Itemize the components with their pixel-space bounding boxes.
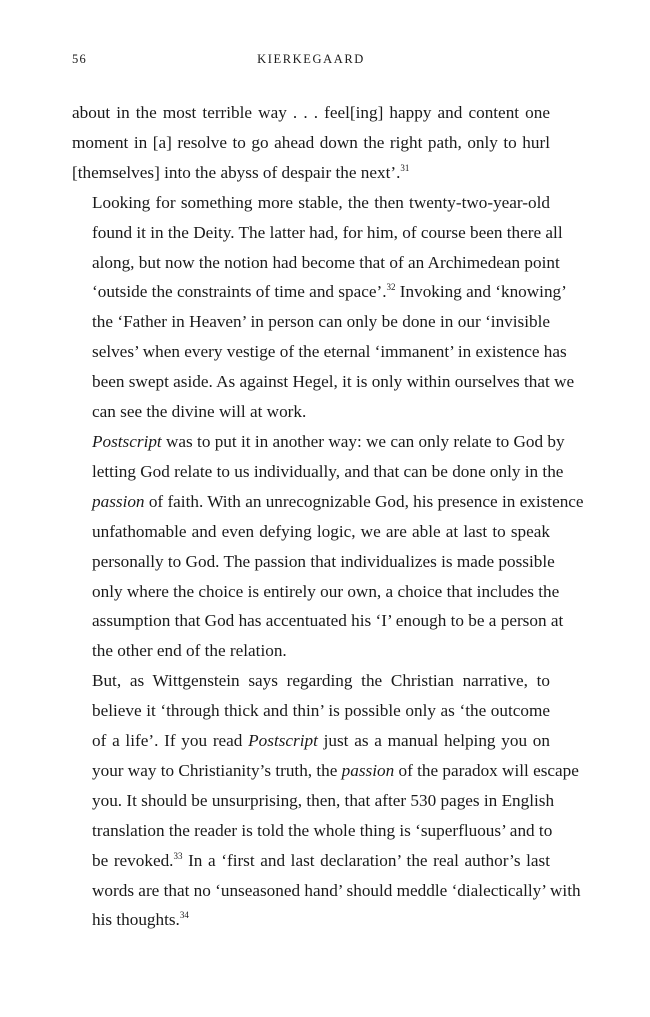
text-line: his thoughts.$^{34}$ xyxy=(92,910,189,930)
text-line: Looking for something more stable, the then twenty-two-year-old xyxy=(92,192,550,212)
running-title: KIERKEGAARD xyxy=(257,52,365,66)
text-line: believe it ‘through thick and thin’ is possible only as ‘the outcome xyxy=(92,701,550,721)
running-head xyxy=(72,52,550,70)
text-line: passion of faith. With an unrecognizable God, his presence in existence xyxy=(92,491,584,511)
footnote-marker: 32 xyxy=(386,282,396,293)
text-line: found it in the Deity. The latter had, for him, of course been there all xyxy=(92,222,563,242)
italic-text: passion xyxy=(341,760,395,780)
text-line: only where the choice is entirely our own, a choice that includes the xyxy=(92,581,560,601)
body-text xyxy=(72,98,584,935)
text-line: you. It should be unsurprising, then, that after 530 pages in English xyxy=(92,790,555,810)
text-line: unfathomable and even defying logic, we are able at last to speak xyxy=(92,521,550,541)
text-line: [themselves] into the abyss of despair the next’.$^{31}$ xyxy=(72,162,410,182)
text-line: assumption that God has accentuated his ‘I’ enough to be a person at xyxy=(92,611,564,631)
paragraph xyxy=(72,188,575,427)
text-line: ‘outside the constraints of time and space’.$^{32}$ Invoking and ‘knowing’ xyxy=(92,282,567,302)
text-line: along, but now the notion had become that of an Archimedean point xyxy=(92,252,560,272)
text-line: the other end of the relation. xyxy=(92,641,287,661)
text-line: But, as Wittgenstein says regarding the Christian narrative, to xyxy=(92,671,550,691)
text-line: of a life’. If you read Postscript just as a manual helping you on xyxy=(92,731,550,751)
paragraph xyxy=(72,666,581,935)
text-line: translation the reader is told the whole thing is ‘superfluous’ and to xyxy=(92,820,553,840)
text-line: selves’ when every vestige of the eternal ‘immanent’ in existence has xyxy=(92,342,567,362)
text-line: been swept aside. As against Hegel, it is only within ourselves that we xyxy=(92,372,575,392)
text-line: Postscript was to put it in another way: we can only relate to God by xyxy=(92,431,565,451)
footnote-marker: 33 xyxy=(173,850,183,861)
text-line: letting God relate to us individually, and that can be done only in the xyxy=(92,461,564,481)
italic-text: Postscript xyxy=(92,431,162,451)
paragraph xyxy=(72,98,550,188)
text-line: the ‘Father in Heaven’ in person can only be done in our ‘invisible xyxy=(92,312,550,332)
text-line: moment in [a] resolve to go ahead down the right path, only to hurl xyxy=(72,132,550,152)
text-line: your way to Christianity’s truth, the passion of the paradox will escape xyxy=(92,760,579,780)
footnote-marker: 34 xyxy=(179,910,189,921)
text-line: can see the divine will at work. xyxy=(92,402,307,422)
text-line: words are that no ‘unseasoned hand’ should meddle ‘dialectically’ with xyxy=(92,880,581,900)
text-line: be revoked.$^{33}$ In a ‘first and last declaration’ the real author’s last xyxy=(92,850,550,870)
italic-text: Postscript xyxy=(248,731,318,751)
page-number: 56 xyxy=(72,52,87,66)
text-line: about in the most terrible way . . . feel[ing] happy and content one xyxy=(72,103,550,122)
text-line: personally to God. The passion that individualizes is made possible xyxy=(92,551,555,571)
footnote-marker: 31 xyxy=(400,162,410,173)
italic-text: passion xyxy=(92,491,145,511)
paragraph xyxy=(72,427,584,666)
